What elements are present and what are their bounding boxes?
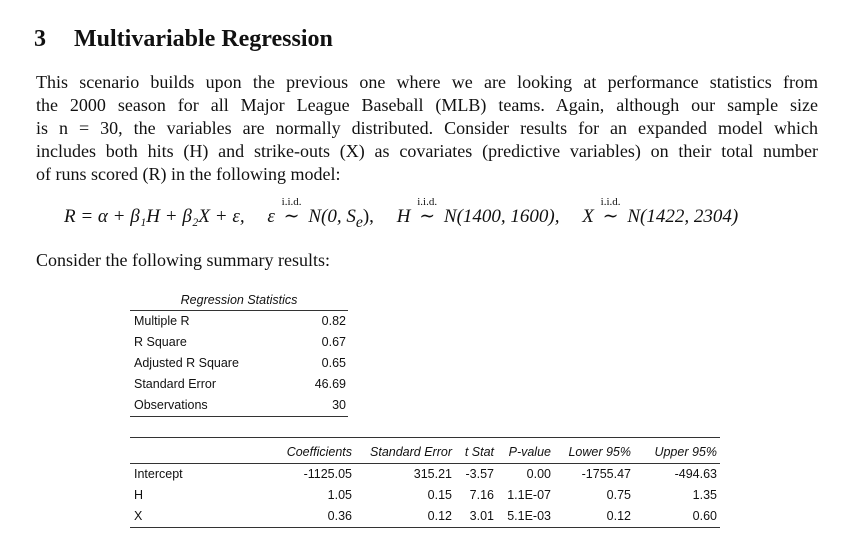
table-cell: H	[134, 488, 144, 502]
table-cell: -494.63	[674, 467, 717, 481]
consider-text: Consider the following summary results:	[36, 250, 330, 270]
stat-label: Multiple R	[134, 314, 190, 328]
table-cell: 3.01	[469, 509, 494, 523]
model-formula: R = α + β₁H + β₂X + ε,	[64, 206, 245, 227]
column-header: Upper 95%	[654, 445, 717, 459]
table-cell: 1.05	[327, 488, 352, 502]
table-cell: -1755.47	[581, 467, 631, 481]
stat-value: 0.67	[321, 335, 346, 349]
section-title: Multivariable Regression	[74, 26, 333, 52]
stat-label: R Square	[134, 335, 187, 349]
table-row	[130, 464, 720, 485]
table-cell: 0.12	[606, 509, 631, 523]
model-equation	[64, 196, 739, 232]
paragraph-line: This scenario builds upon the previous one where we are looking at performance statistics from	[36, 72, 818, 92]
table-cell: 0.36	[327, 509, 352, 523]
section-heading	[34, 26, 333, 53]
iid-label: i.i.d.	[281, 196, 302, 208]
table-header-row	[130, 438, 720, 464]
table-row	[130, 485, 720, 506]
paragraph-line: the 2000 season for all Major League Baseball (MLB) teams. Again, although our sample size	[36, 95, 818, 115]
iid-tilde: i.i.d. ∼	[417, 196, 438, 227]
epsilon-subscript: e	[355, 213, 363, 231]
table-row	[130, 374, 348, 395]
column-header: Coefficients	[286, 445, 352, 459]
stat-value: 30	[332, 398, 346, 412]
regression-statistics-table	[130, 290, 348, 417]
iid-tilde: i.i.d. ∼	[280, 205, 304, 228]
column-header: t Stat	[464, 445, 494, 459]
table-cell: -1125.05	[303, 467, 352, 481]
paragraph-line: includes both hits (H) and strike-outs (X) as covariates (predictive variables) on their total number	[36, 141, 818, 161]
table-cell: 7.16	[469, 488, 494, 502]
table-cell: 5.1E-03	[507, 509, 551, 523]
table-cell: -3.57	[465, 467, 494, 481]
table-cell: Intercept	[134, 467, 183, 481]
x-distribution: N(1422, 2304)	[627, 206, 739, 227]
stat-value: 0.65	[321, 356, 346, 370]
table-cell: 0.00	[526, 467, 551, 481]
epsilon-distribution: N(0, S	[308, 206, 356, 227]
paragraph-line: of runs scored (R) in the following model:	[36, 164, 341, 184]
table-cell: 1.1E-07	[507, 488, 551, 502]
column-header	[130, 438, 268, 463]
h-distribution: N(1400, 1600),	[443, 206, 560, 227]
table-row	[130, 353, 348, 374]
epsilon-symbol: ε	[267, 206, 275, 227]
paragraph-line: is n = 30, the variables are normally distributed. Consider results for an expanded model which	[36, 118, 818, 138]
body-paragraph	[36, 71, 818, 186]
column-header: Standard Error	[370, 445, 452, 459]
regression-statistics-title: Regression Statistics	[130, 290, 348, 311]
column-header: P-value	[508, 445, 551, 459]
coefficients-table	[130, 437, 720, 528]
table-cell: 0.12	[427, 509, 452, 523]
x-symbol: X	[582, 206, 594, 227]
h-symbol: H	[396, 206, 411, 227]
stat-label: Adjusted R Square	[134, 356, 239, 370]
table-cell: X	[134, 509, 143, 523]
table-cell: 1.35	[692, 488, 717, 502]
table-row	[130, 395, 348, 417]
stat-value: 0.82	[321, 314, 346, 328]
section-number: 3	[34, 26, 46, 52]
table-cell: 315.21	[413, 467, 452, 481]
iid-tilde: i.i.d. ∼	[600, 196, 621, 227]
column-header: Lower 95%	[568, 445, 631, 459]
table-row	[130, 506, 720, 528]
stat-label: Standard Error	[134, 377, 216, 391]
stat-label: Observations	[134, 398, 208, 412]
epsilon-close: ),	[362, 206, 374, 227]
table-cell: 0.60	[692, 509, 717, 523]
table-row	[130, 311, 348, 332]
table-cell: 0.15	[427, 488, 452, 502]
table-row	[130, 332, 348, 353]
stat-value: 46.69	[314, 377, 346, 391]
table-cell: 0.75	[606, 488, 631, 502]
